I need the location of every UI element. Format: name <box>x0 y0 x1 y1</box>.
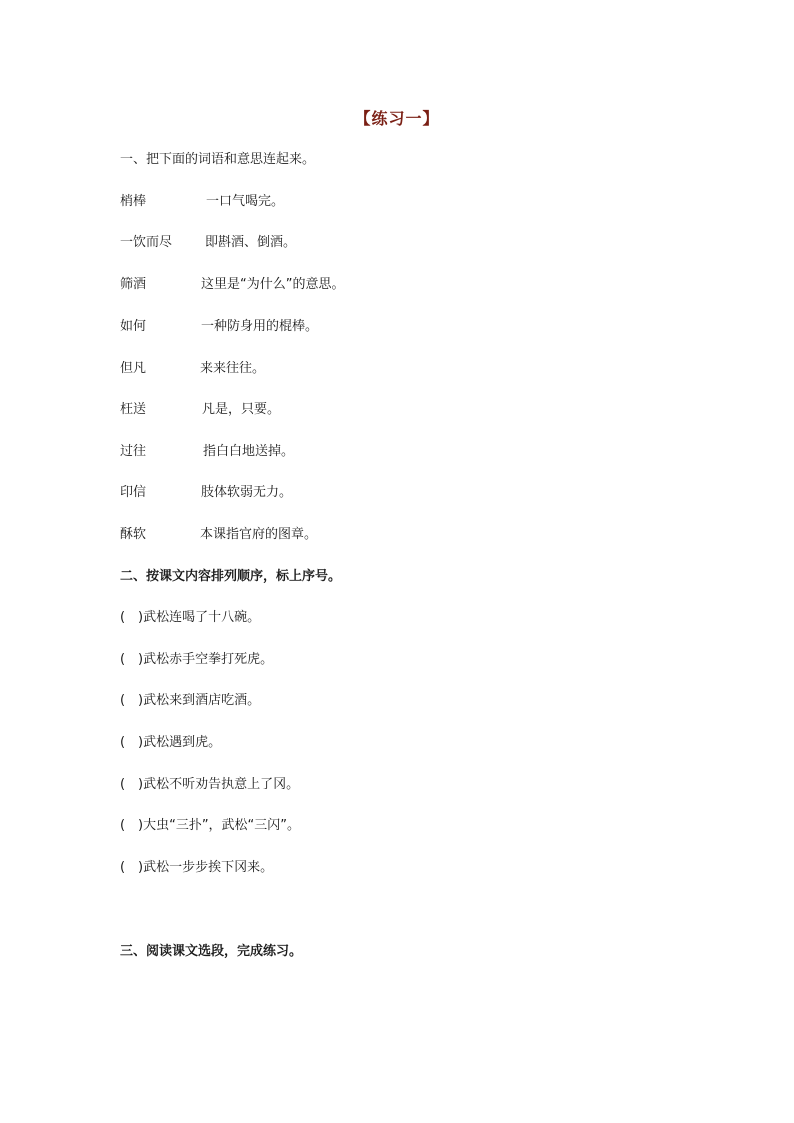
match-row <box>120 360 265 378</box>
match-term: 如何 <box>120 319 147 334</box>
open-paren: ( <box>120 652 126 667</box>
match-meaning: 这里是“为什么”的意思。 <box>201 277 345 292</box>
order-item <box>120 651 273 669</box>
match-row <box>120 401 280 419</box>
match-term: 枉送 <box>120 402 147 417</box>
match-term: 印信 <box>120 485 147 500</box>
close-paren: ) <box>138 652 144 667</box>
match-row <box>120 276 344 294</box>
match-meaning: 指白白地送掉。 <box>203 444 295 459</box>
open-paren: ( <box>120 610 126 625</box>
match-meaning: 肢体软弱无力。 <box>201 485 293 500</box>
match-term: 梢棒 <box>120 194 147 209</box>
match-meaning: 本课指官府的图章。 <box>200 527 318 542</box>
match-meaning: 一口气喝完。 <box>206 194 285 209</box>
match-row <box>120 484 292 502</box>
open-paren: ( <box>120 693 126 708</box>
match-term: 酥软 <box>120 527 147 542</box>
match-row <box>120 193 284 211</box>
match-term: 一饮而尽 <box>120 235 173 250</box>
close-paren: ) <box>138 818 144 833</box>
close-paren: ) <box>138 735 144 750</box>
section3-heading: 三、阅读课文选段，完成练习。 <box>120 944 303 959</box>
order-item-text: 大虫“三扑”，武松“三闪”。 <box>143 818 301 833</box>
order-item-text: 武松一步步挨下冈来。 <box>143 860 274 875</box>
open-paren: ( <box>120 818 126 833</box>
order-item-text: 武松连喝了十八碗。 <box>143 610 261 625</box>
close-paren: ) <box>138 610 144 625</box>
match-term: 过往 <box>120 444 147 459</box>
order-item <box>120 817 300 835</box>
match-meaning: 一种防身用的棍棒。 <box>201 319 319 334</box>
order-item <box>120 776 299 794</box>
open-paren: ( <box>120 777 126 792</box>
close-paren: ) <box>138 860 144 875</box>
open-paren: ( <box>120 860 126 875</box>
match-row <box>120 526 317 544</box>
order-item-text: 武松遇到虎。 <box>143 735 222 750</box>
order-item <box>120 692 260 710</box>
match-meaning: 即斟酒、倒酒。 <box>205 235 297 250</box>
order-item-text: 武松赤手空拳打死虎。 <box>143 652 274 667</box>
open-paren: ( <box>120 735 126 750</box>
order-item-text: 武松不听劝告执意上了冈。 <box>143 777 300 792</box>
order-item <box>120 859 273 877</box>
section2-heading: 二、按课文内容排列顺序，标上序号。 <box>120 569 342 584</box>
match-meaning: 凡是，只要。 <box>202 402 281 417</box>
page-title: 【练习一】 <box>354 109 440 128</box>
match-row <box>120 234 296 252</box>
close-paren: ) <box>138 777 144 792</box>
match-term: 筛酒 <box>120 277 147 292</box>
match-row <box>120 318 318 336</box>
order-item <box>120 609 260 627</box>
order-item-text: 武松来到酒店吃酒。 <box>143 693 261 708</box>
order-item <box>120 734 221 752</box>
match-term: 但凡 <box>120 361 147 376</box>
close-paren: ) <box>138 693 144 708</box>
section1-heading: 一、把下面的词语和意思连起来。 <box>120 152 316 167</box>
match-row <box>120 443 294 461</box>
match-meaning: 来来往往。 <box>200 361 266 376</box>
